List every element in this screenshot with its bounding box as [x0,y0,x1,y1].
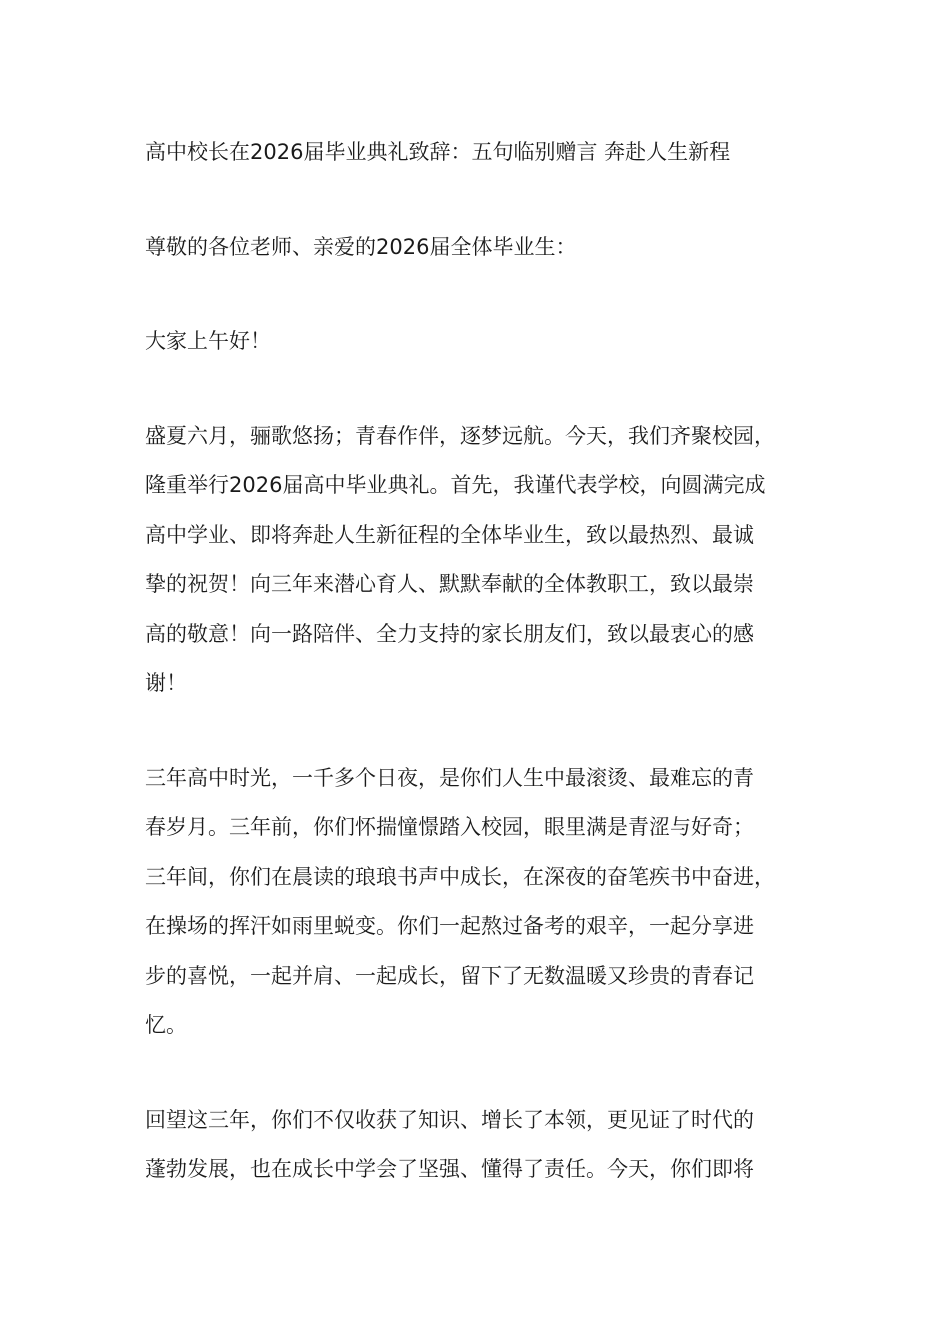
text-line: 在操场的挥汗如雨里蜕变。你们一起熬过备考的艰辛，一起分享进 [145,914,754,938]
salutation-line: 尊敬的各位老师、亲爱的2026届全体毕业生： [145,234,577,259]
text-line: 隆重举行2026届高中毕业典礼。首先，我谨代表学校，向圆满完成 [145,473,766,497]
text-line: 春岁月。三年前，你们怀揣憧憬踏入校园，眼里满是青涩与好奇； [145,815,754,839]
document-body [145,128,835,1195]
paragraph-gap [145,1051,835,1096]
text-line: 高中学业、即将奔赴人生新征程的全体毕业生，致以最热烈、最诚 [145,522,754,547]
paragraph-gap [145,367,835,412]
paragraph-review [145,1096,835,1195]
text-line: 蓬勃发展，也在成长中学会了坚强、懂得了责任。今天，你们即将 [145,1157,754,1181]
paragraph-gap [145,709,835,754]
paragraph-gap [145,272,835,317]
text-line: 忆。 [145,1013,187,1037]
paragraph-gap [145,178,835,223]
salutation [145,223,835,273]
paragraph-memories [145,754,835,1051]
title-line: 高中校长在2026届毕业典礼致辞：五句临别赠言 奔赴人生新程 [145,140,731,164]
text-line: 回望这三年，你们不仅收获了知识、增长了本领，更见证了时代的 [145,1107,754,1132]
greeting-line: 大家上午好！ [145,329,271,353]
text-line: 挚的祝贺！向三年来潜心育人、默默奉献的全体教职工，致以最崇 [145,572,754,596]
text-line: 盛夏六月，骊歌悠扬；青春作伴，逐梦远航。今天，我们齐聚校园， [145,423,775,448]
text-line: 三年高中时光，一千多个日夜，是你们人生中最滚烫、最难忘的青 [145,765,754,790]
text-line: 步的喜悦，一起并肩、一起成长，留下了无数温暖又珍贵的青春记 [145,963,754,988]
text-line: 谢！ [145,671,187,695]
document-title [145,128,835,178]
text-line: 高的敬意！向一路陪伴、全力支持的家长朋友们，致以最衷心的感 [145,621,754,646]
paragraph-opening [145,412,835,709]
text-line: 三年间，你们在晨读的琅琅书声中成长，在深夜的奋笔疾书中奋进， [145,864,775,889]
greeting [145,317,835,367]
